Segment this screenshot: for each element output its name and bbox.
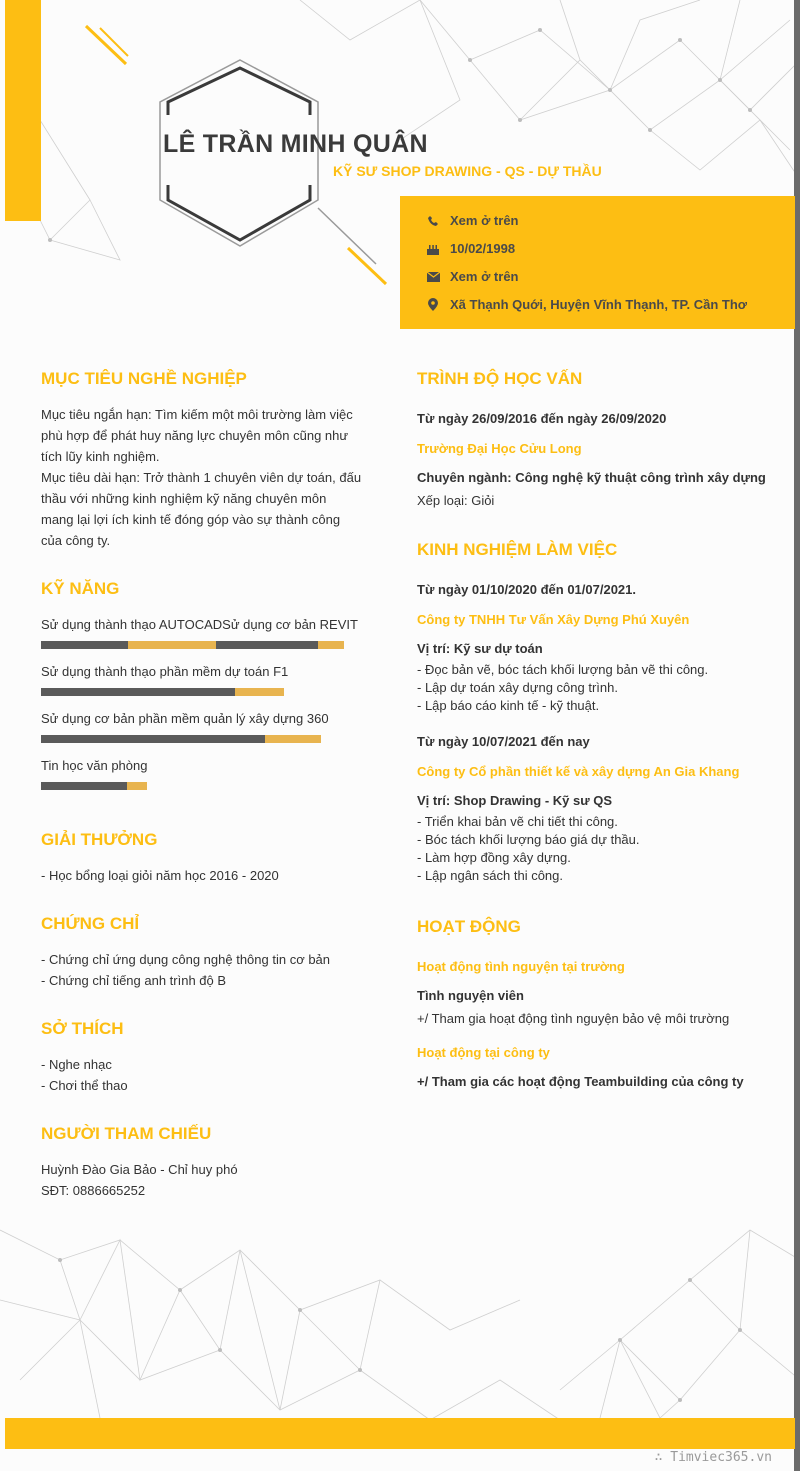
job-duty: - Đọc bản vẽ, bóc tách khối lượng bản vẽ thi công. (417, 662, 709, 677)
footer-bar (5, 1418, 795, 1449)
certificates-list (41, 949, 330, 991)
job-period: Từ ngày 10/07/2021 đến nay (417, 734, 590, 749)
contact-birthday-text: 10/02/1998 (450, 241, 516, 256)
contact-box (400, 196, 795, 329)
contact-address (426, 297, 747, 312)
birthday-cake-icon (426, 242, 440, 256)
job-duty: - Triển khai bản vẽ chi tiết thi công. (417, 814, 618, 829)
skill-bar (41, 641, 344, 649)
objective-title: MỤC TIÊU NGHỀ NGHIỆP (41, 369, 247, 388)
job-position: Vị trí: Shop Drawing - Kỹ sư QS (417, 793, 613, 808)
left-accent-bar (5, 0, 41, 221)
activity-role: +/ Tham gia các hoạt động Teambuilding của công ty (417, 1074, 744, 1089)
awards-title: GIẢI THƯỞNG (41, 830, 158, 849)
job-duties (417, 661, 708, 715)
job-duties (417, 813, 640, 885)
hobby-item: - Nghe nhạc (41, 1057, 112, 1072)
activity-org: Hoạt động tình nguyện tại trường (417, 959, 625, 974)
skills-title: KỸ NĂNG (41, 579, 120, 598)
objective-line: Mục tiêu ngắn hạn: Tìm kiếm một môi trường làm việc (41, 407, 353, 422)
job-duty: - Lập dự toán xây dựng công trình. (417, 680, 618, 695)
award-item: - Học bổng loại giỏi năm học 2016 - 2020 (41, 868, 279, 883)
certificates-title: CHỨNG CHỈ (41, 914, 140, 933)
job-company: Công ty TNHH Tư Vấn Xây Dựng Phú Xuyên (417, 612, 690, 627)
skill-label: Sử dụng thành thạo phần mềm dự toán F1 (41, 664, 289, 679)
activity-role: Tình nguyện viên (417, 988, 524, 1003)
contact-address-text: Xã Thạnh Quới, Huyện Vĩnh Thạnh, TP. Cần Thơ (450, 297, 748, 312)
job-duty: - Lập báo cáo kinh tế - kỹ thuật. (417, 698, 600, 713)
skill-bar (41, 688, 284, 696)
candidate-name: LÊ TRẦN MINH QUÂN (163, 130, 428, 158)
activities-title: HOẠT ĐỘNG (417, 917, 521, 936)
contact-phone-text: Xem ở trên (450, 213, 519, 228)
contact-email-text: Xem ở trên (450, 269, 519, 284)
job-position: Vị trí: Kỹ sư dự toán (417, 641, 543, 656)
job-company: Công ty Cổ phần thiết kế và xây dựng An Gia Khang (417, 764, 740, 779)
skill-bar-fill (216, 641, 318, 649)
objective-line: tích lũy kinh nghiệm. (41, 449, 160, 464)
objective-text (41, 404, 361, 551)
skill-bar-track (128, 641, 216, 649)
education-major: Chuyên ngành: Công nghệ kỹ thuật công trình xây dựng (417, 470, 766, 485)
skill-bar (41, 782, 147, 790)
experience-title: KINH NGHIỆM LÀM VIỆC (417, 540, 618, 559)
watermark: ∴ Timviec365.vn (654, 1450, 772, 1465)
certificate-item: - Chứng chỉ ứng dụng công nghệ thông tin cơ bản (41, 952, 331, 967)
skill-bar-track (265, 735, 321, 743)
certificate-item: - Chứng chỉ tiếng anh trình độ B (41, 973, 227, 988)
contact-birthday (426, 241, 515, 256)
skill-label: Tin học văn phòng (41, 758, 148, 773)
hobbies-title: SỞ THÍCH (41, 1019, 124, 1038)
skill-bar-fill (41, 688, 235, 696)
skill-bar-fill (41, 641, 128, 649)
skill-bar-track (127, 782, 147, 790)
education-grade: Xếp loại: Giỏi (417, 493, 495, 508)
job-duty: - Lập ngân sách thi công. (417, 868, 563, 883)
skill-bar-fill (41, 735, 265, 743)
contact-email (426, 269, 519, 284)
job-title: KỸ SƯ SHOP DRAWING - QS - DỰ THẦU (333, 163, 602, 179)
objective-line: phù hợp để phát huy năng lực chuyên môn cũng như (41, 428, 349, 443)
job-duty: - Bóc tách khối lượng báo giá dự thầu. (417, 832, 640, 847)
education-title: TRÌNH ĐỘ HỌC VẤN (417, 369, 583, 388)
skill-bar (41, 735, 321, 743)
skill-label: Sử dụng cơ bản phần mềm quản lý xây dựng 360 (41, 711, 329, 726)
objective-line: thầu với những kinh nghiệm kỹ năng chuyên môn (41, 491, 327, 506)
skill-bar-fill (41, 782, 127, 790)
education-period: Từ ngày 26/09/2016 đến ngày 26/09/2020 (417, 411, 667, 426)
activity-org: Hoạt động tại công ty (417, 1045, 550, 1060)
job-duty: - Làm hợp đồng xây dựng. (417, 850, 571, 865)
objective-line: của công ty. (41, 533, 111, 548)
references-list (41, 1159, 238, 1201)
map-marker-icon (426, 298, 440, 312)
skill-bar-track (235, 688, 284, 696)
reference-item: Huỳnh Đào Gia Bảo - Chỉ huy phó (41, 1162, 238, 1177)
references-title: NGƯỜI THAM CHIẾU (41, 1124, 212, 1143)
envelope-icon (426, 270, 440, 284)
activity-desc: +/ Tham gia hoạt động tình nguyện bảo vệ môi trường (417, 1011, 730, 1026)
skill-label: Sử dụng thành thạo AUTOCADSử dụng cơ bản REVIT (41, 617, 358, 632)
contact-phone (426, 213, 519, 228)
education-school: Trường Đại Học Cửu Long (417, 441, 582, 456)
job-period: Từ ngày 01/10/2020 đến 01/07/2021. (417, 582, 636, 597)
reference-item: SĐT: 0886665252 (41, 1183, 146, 1198)
phone-icon (426, 214, 440, 228)
hobbies-list (41, 1054, 128, 1096)
objective-line: Mục tiêu dài hạn: Trở thành 1 chuyên viên dự toán, đấu (41, 470, 362, 485)
skill-bar-track (318, 641, 344, 649)
hobby-item: - Chơi thể thao (41, 1078, 128, 1093)
objective-line: mang lại lợi ích kinh tế đóng góp vào sự thành công (41, 512, 341, 527)
